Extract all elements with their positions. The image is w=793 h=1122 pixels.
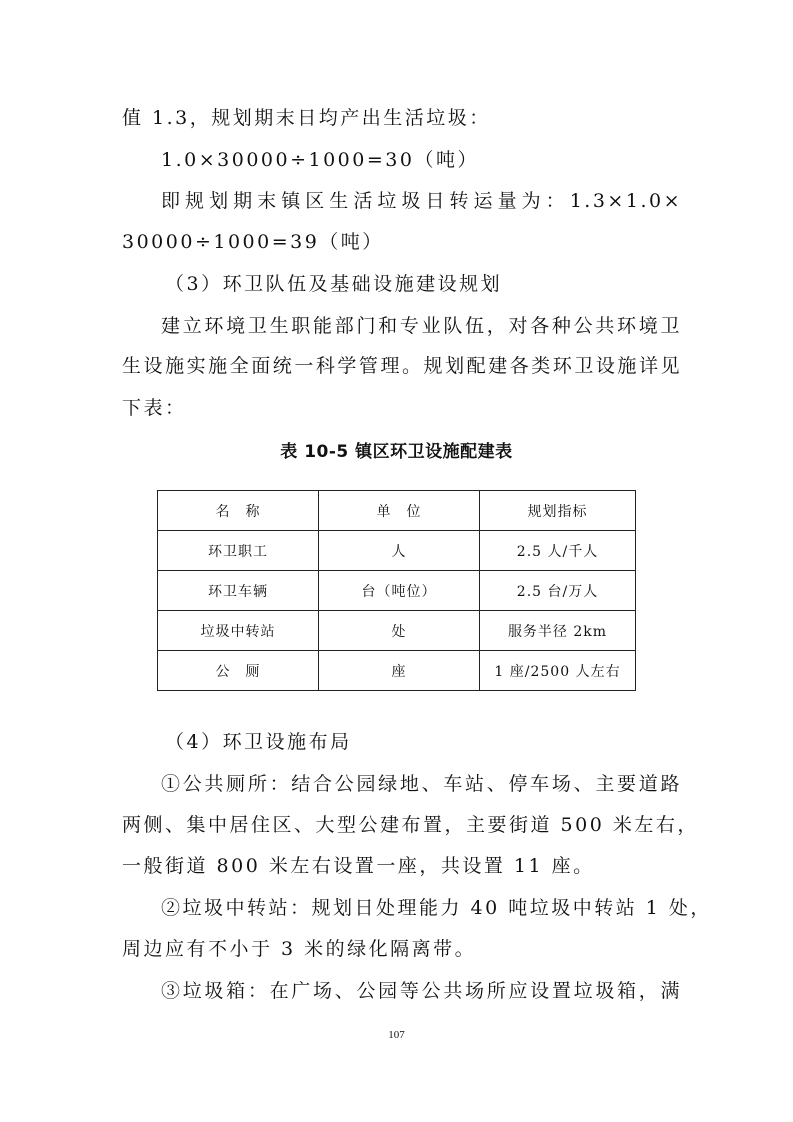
table-cell: 台（吨位） bbox=[319, 571, 480, 611]
table-row bbox=[158, 611, 636, 651]
paragraph-line: 下表： bbox=[122, 397, 187, 419]
paragraph-line: 即规划期末镇区生活垃圾日转运量为：1.3×1.0× bbox=[161, 190, 682, 212]
facility-table bbox=[157, 490, 636, 691]
table-cell: 环卫职工 bbox=[158, 531, 319, 571]
table-cell: 环卫车辆 bbox=[158, 571, 319, 611]
table-cell: 2.5 台/万人 bbox=[480, 571, 636, 611]
table-cell: 座 bbox=[319, 651, 480, 691]
header-cell-name: 名 称 bbox=[158, 491, 319, 531]
table-cell: 公 厕 bbox=[158, 651, 319, 691]
table-cell: 人 bbox=[319, 531, 480, 571]
table-header-row bbox=[158, 491, 636, 531]
paragraph-line: 生设施实施全面统一科学管理。规划配建各类环卫设施详见 bbox=[122, 355, 682, 377]
table-cell: 2.5 人/千人 bbox=[480, 531, 636, 571]
paragraph-line: ②垃圾中转站：规划日处理能力 40 吨垃圾中转站 1 处， bbox=[161, 897, 712, 919]
paragraph-line: 两侧、集中居住区、大型公建布置，主要街道 500 米左右， bbox=[122, 814, 699, 836]
paragraph-line: ①公共厕所：结合公园绿地、车站、停车场、主要道路 bbox=[161, 773, 682, 795]
paragraph-line: 周边应有不小于 3 米的绿化隔离带。 bbox=[122, 938, 477, 960]
table-row bbox=[158, 651, 636, 691]
page-number: 107 bbox=[388, 1029, 405, 1041]
section-heading: （3）环卫队伍及基础设施建设规划 bbox=[165, 273, 503, 295]
paragraph-line: 建立环境卫生职能部门和专业队伍，对各种公共环境卫 bbox=[161, 315, 682, 337]
table-cell: 处 bbox=[319, 611, 480, 651]
formula-line: 1.0×30000÷1000=30（吨） bbox=[161, 149, 479, 171]
table-cell: 服务半径 2km bbox=[480, 611, 636, 651]
table-cell: 垃圾中转站 bbox=[158, 611, 319, 651]
paragraph-line: 一般街道 800 米左右设置一座，共设置 11 座。 bbox=[122, 855, 595, 877]
paragraph-line: 30000÷1000=39（吨） bbox=[122, 231, 384, 253]
header-cell-indicator: 规划指标 bbox=[480, 491, 636, 531]
table-row bbox=[158, 571, 636, 611]
table-row bbox=[158, 531, 636, 571]
paragraph-line: 值 1.3，规划期末日均产出生活垃圾： bbox=[122, 107, 491, 129]
paragraph-line: ③垃圾箱：在广场、公园等公共场所应设置垃圾箱，满 bbox=[161, 980, 682, 1002]
table-cell: 1 座/2500 人左右 bbox=[480, 651, 636, 691]
section-heading: （4）环卫设施布局 bbox=[165, 731, 352, 753]
header-cell-unit: 单 位 bbox=[319, 491, 480, 531]
table-caption: 表 10-5 镇区环卫设施配建表 bbox=[280, 442, 513, 462]
